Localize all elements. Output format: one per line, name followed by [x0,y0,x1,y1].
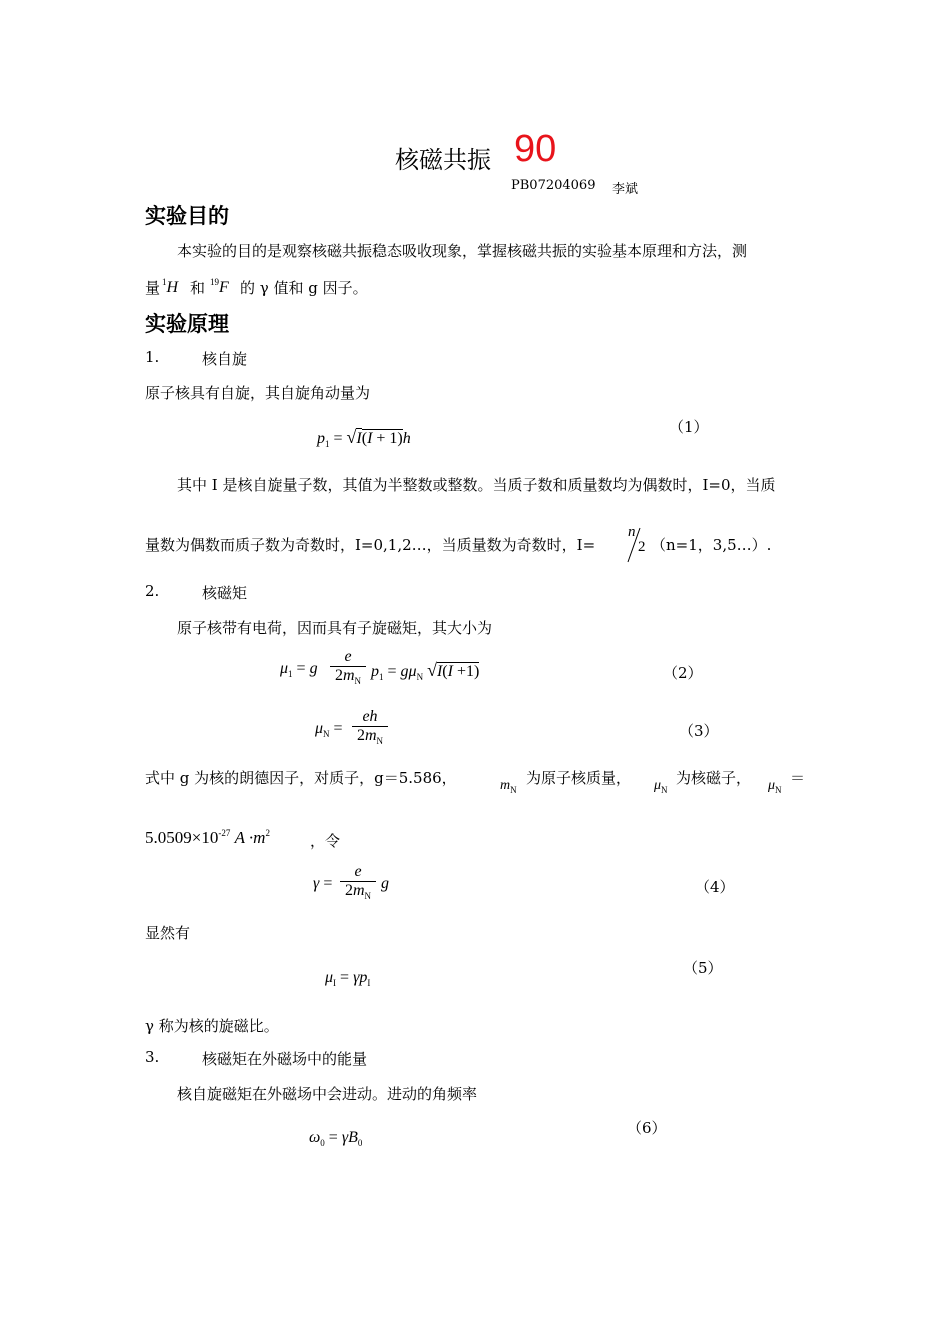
paragraph-spin-quantum-line-2: 量数为偶数而质子数为奇数时，I=0,1,2…，当质量数为奇数时，I= [145,536,596,554]
paragraph-spin-quantum-line-1: 其中 I 是核自旋量子数，其值为半整数或整数。当质子数和质量数均为偶数时，I=0，当质 [177,476,776,494]
equation-4-g: g [381,875,389,892]
equation-6: $\omega_0 = \gamma B_0$ [309,1129,363,1148]
equation-3-fraction: $\frac{eh}{2m_N}$ [352,708,388,746]
paragraph-magnetic-moment: 原子核带有电荷，因而具有子旋磁矩，其大小为 [177,619,493,637]
item-3-number: 3. [145,1048,160,1066]
equation-2: $\mu_1 = g$ [280,660,318,679]
equation-2-fraction: $\frac{e}{2m_N}$ [330,648,366,686]
paragraph-lande-b: 为原子核质量， [526,769,632,787]
symbol-m-n: $m_N$ [500,778,517,795]
score: 90 [514,128,557,170]
purpose-line-2-c: 的 γ 值和 g 因子。 [240,279,368,297]
equation-2-rest: $p_1 = g\mu_N$ √I(I +1) [371,660,480,682]
paragraph-spin: 原子核具有自旋，其自旋角动量为 [145,384,371,402]
nuclear-magneton-value: $5.0509\times 10^{-27}$ $A \cdot m^2$ [145,828,270,847]
equation-4-fraction: $\frac{e}{2m_N}$ [340,863,376,901]
paragraph-lande-a: 式中 g 为核的朗德因子，对质子，g＝5.586， [145,769,457,787]
paragraph-gyromagnetic: γ 称为核的旋磁比。 [145,1017,279,1035]
fluorine-symbol: $^{19}$F [210,277,229,296]
equation-3: $\mu_N$ = [315,720,343,739]
page-title: 核磁共振 [395,146,491,174]
item-1-number: 1. [145,348,160,366]
purpose-line-2-b: 和 [190,279,206,297]
symbol-mu-n-2: $\mu_N$ [768,778,782,795]
student-id: PB07204069 [511,178,596,193]
symbol-mu-n: $\mu_N$ [654,778,668,795]
equation-3-number: （3） [679,722,719,740]
item-1-label: 核自旋 [202,350,248,368]
equation-5: $\mu_I = \gamma p_I$ [325,969,371,988]
author-name: 李斌 [612,182,639,197]
paragraph-obviously: 显然有 [145,924,191,942]
purpose-line-2-a: 量 [145,279,161,297]
paragraph-spin-quantum-line-2-end: （n=1，3,5…）. [651,536,772,554]
paragraph-precession: 核自旋磁矩在外磁场中会进动。进动的角频率 [177,1085,478,1103]
equation-2-number: （2） [663,664,703,682]
equation-5-number: （5） [683,959,723,977]
item-2-number: 2. [145,582,160,600]
item-2-label: 核磁矩 [202,584,248,602]
paragraph-lande-c: 为核磁子， [676,769,752,787]
hydrogen-symbol: $^1$H [162,277,179,296]
paragraph-lande-d: ＝ [790,769,806,787]
section-heading-principle: 实验原理 [145,312,229,336]
equation-1: $p_1 = √I(I + 1)h$ [317,427,411,449]
purpose-line-1: 本实验的目的是观察核磁共振稳态吸收现象，掌握核磁共振的实验基本原理和方法，测 [177,242,748,260]
equation-1-number: （1） [669,418,709,436]
item-3-label: 核磁矩在外磁场中的能量 [202,1050,368,1068]
equation-6-number: （6） [627,1119,667,1137]
paragraph-lande-e: ，令 [310,832,341,850]
section-heading-purpose: 实验目的 [145,204,229,228]
equation-4-number: （4） [695,878,735,896]
equation-4: γ = [313,875,333,892]
